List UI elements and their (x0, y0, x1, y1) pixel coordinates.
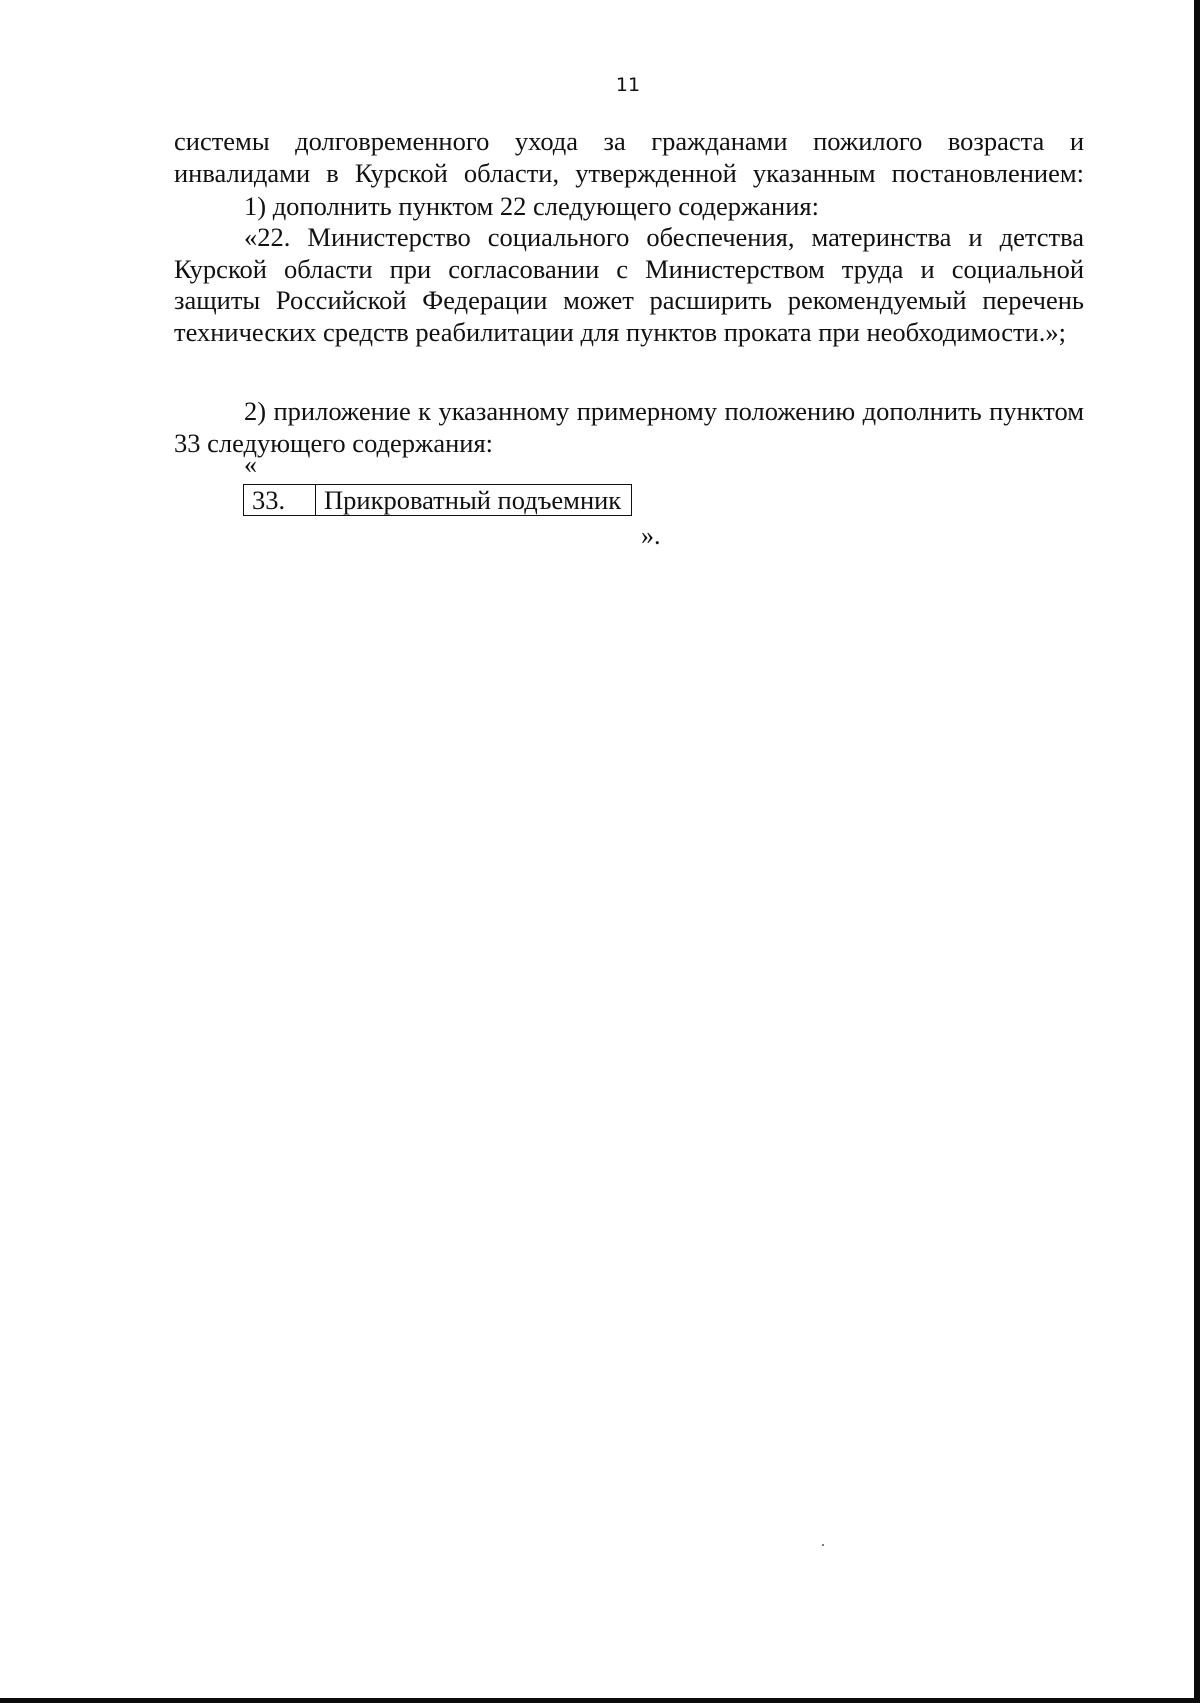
item-number-cell: 33. (244, 485, 316, 516)
scan-speck (822, 1544, 824, 1546)
paragraph-item-1: 1) дополнить пунктом 22 следующего содержания: (244, 191, 819, 221)
scan-border-bottom (0, 1698, 1200, 1703)
paragraph-item-22-text: «22. Министерство социального обеспечения, материнства и детства Курской области при согласовании с Министерством труда и социальной защиты Российской Федерации может расширить рекомендуемый перечень технических средств реабилитации для пунктов проката при необходимости.»; (174, 222, 1084, 347)
item-name-cell: Прикроватный подъемник (316, 485, 632, 516)
page-number: 11 (615, 74, 641, 96)
table-open-quote: « (244, 450, 257, 479)
paragraph-systems-care: системы долговременного ухода за гражданами пожилого возраста и инвалидами в Курской области, утвержденной указанным постановлением: (174, 126, 1084, 188)
scan-border-right (1194, 0, 1200, 1703)
table-row (244, 485, 632, 516)
paragraph-item-2: 2) приложение к указанному примерному положению дополнить пунктом 33 следующего содержания: (174, 396, 1084, 458)
table-close-quote: ». (641, 521, 661, 550)
appendix-item-table (243, 484, 632, 516)
